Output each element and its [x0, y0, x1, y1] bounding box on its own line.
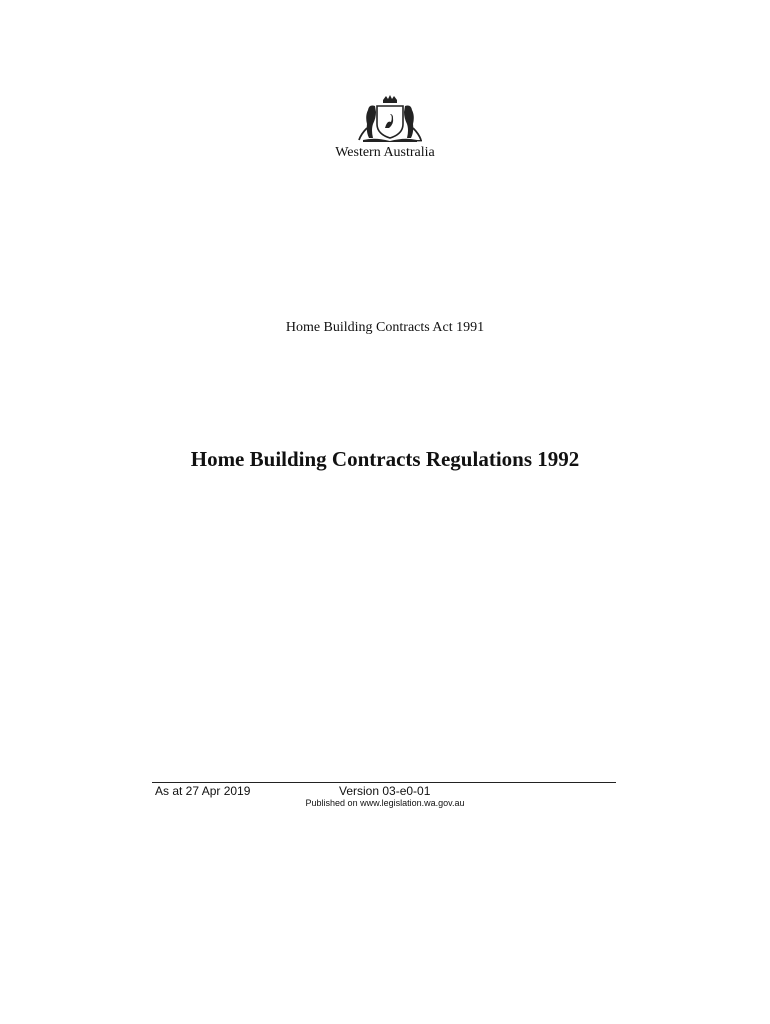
jurisdiction-label: Western Australia [335, 145, 435, 160]
footer-divider [152, 782, 616, 783]
version-label: Version 03-e0-01 [339, 784, 431, 798]
published-notice: Published on www.legislation.wa.gov.au [305, 798, 465, 808]
document-title: Home Building Contracts Regulations 1992 [190, 447, 580, 471]
coat-of-arms-icon [357, 94, 423, 144]
as-at-date: As at 27 Apr 2019 [155, 784, 251, 798]
act-name: Home Building Contracts Act 1991 [285, 320, 485, 335]
